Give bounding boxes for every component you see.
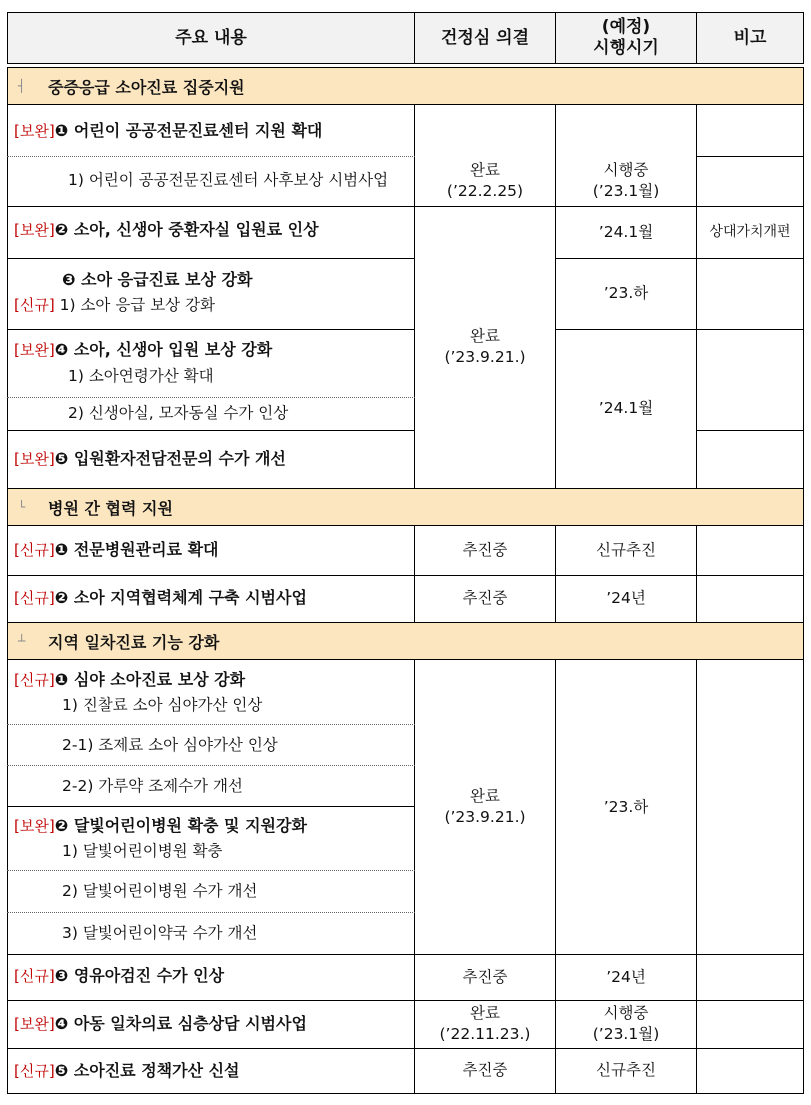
header-schedule-line1: (예정) (601, 17, 651, 37)
committee-cell (414, 206, 556, 488)
item-number: ❷ (54, 588, 69, 607)
item-subtitle: 2) 달빛어린이병원 수가 개선 (62, 882, 258, 900)
item-number: ❷ (54, 220, 69, 239)
row-divider (803, 526, 804, 622)
section-header (7, 67, 804, 105)
section-marker-icon: ┴ (18, 634, 26, 648)
item-tag: [신규] (14, 1062, 55, 1080)
schedule-cell (555, 1000, 697, 1048)
item-number: ❷ (54, 816, 69, 835)
item-title: 심야 소아진료 보상 강화 (73, 670, 246, 689)
header-committee-label: 건정심 의결 (440, 27, 530, 48)
list-item (14, 816, 307, 836)
item-subtitle: 1) 어린이 공공전문진료센터 사후보상 시범사업 (68, 171, 389, 189)
cell-value: 시행중 (603, 1004, 649, 1022)
item-title: 입원환자전담전문의 수가 개선 (73, 449, 286, 468)
row-divider (7, 258, 415, 259)
schedule-cell (555, 575, 697, 622)
list-item (62, 776, 243, 796)
section-header (7, 622, 804, 660)
header-schedule (555, 12, 697, 64)
item-number: ❺ (54, 449, 69, 468)
row-divider (7, 430, 415, 431)
cell-value: 완료 (470, 1004, 500, 1022)
list-item (68, 366, 214, 386)
row-divider (803, 660, 804, 1093)
schedule-cell (555, 1048, 697, 1093)
section-header (7, 488, 804, 526)
item-subtitle: 1) 소아 응급 보상 강화 (59, 296, 216, 314)
committee-cell (414, 156, 556, 206)
item-tag: [보완] (14, 122, 55, 140)
row-divider (7, 870, 415, 871)
cell-value: ’23.하 (603, 284, 649, 302)
cell-value: 추진중 (462, 967, 508, 986)
row-divider (696, 156, 804, 157)
section-marker-icon: ┤ (18, 79, 26, 93)
item-title: 소아, 신생아 입원 보상 강화 (73, 340, 273, 359)
row-divider (7, 806, 415, 807)
item-number: ❶ (54, 121, 69, 140)
schedule-cell (555, 526, 697, 575)
item-title: 소아, 신생아 중환자실 입원료 인상 (73, 220, 319, 239)
list-item (14, 295, 215, 315)
committee-cell (414, 526, 556, 575)
schedule-cell (555, 954, 697, 1000)
note-cell (696, 206, 804, 258)
cell-value: (’23.1월) (592, 1025, 660, 1043)
item-title: 달빛어린이병원 확충 및 지원강화 (73, 816, 307, 835)
section-title: 병원 간 협력 지원 (48, 498, 173, 518)
item-tag: [보완] (14, 221, 55, 239)
cell-value: ’24년 (606, 967, 646, 986)
list-item (68, 403, 288, 423)
committee-cell (414, 1000, 556, 1048)
item-subtitle: 2-2) 가루약 조제수가 개선 (62, 777, 243, 795)
cell-value: 완료 (470, 787, 500, 805)
item-tag: [신규] (14, 541, 55, 559)
cell-value: 완료 (470, 161, 500, 179)
row-divider (7, 765, 415, 766)
list-item (62, 881, 257, 901)
cell-value: (’23.9.21.) (444, 808, 526, 826)
list-item (62, 695, 262, 715)
list-item (14, 121, 322, 141)
list-item (14, 1014, 307, 1034)
cell-value: 시행중 (603, 161, 649, 179)
committee-cell (414, 660, 556, 954)
cell-value: 추진중 (462, 589, 508, 607)
item-title: 전문병원관리료 확대 (73, 540, 219, 559)
schedule-cell (555, 258, 697, 329)
item-number: ❹ (54, 340, 69, 359)
committee-cell (414, 954, 556, 1000)
item-subtitle: 1) 소아연령가산 확대 (68, 367, 214, 385)
item-title: 어린이 공공전문진료센터 지원 확대 (73, 121, 323, 140)
schedule-cell (555, 156, 697, 206)
item-tag: [신규] (14, 671, 55, 689)
item-subtitle: 1) 진찰료 소아 심야가산 인상 (62, 696, 263, 714)
item-title: 소아진료 정책가산 신설 (73, 1061, 240, 1080)
cell-value: 완료 (470, 327, 500, 345)
item-tag: [보완] (14, 817, 55, 835)
list-item (14, 449, 286, 469)
row-divider (7, 329, 415, 330)
cell-value: (’22.2.25) (446, 182, 524, 200)
row-divider (696, 430, 804, 431)
item-subtitle: 2-1) 조제료 소아 심야가산 인상 (62, 736, 278, 754)
item-tag: [신규] (14, 296, 55, 314)
cell-value: 추진중 (462, 1061, 508, 1079)
item-tag: [신규] (14, 967, 55, 985)
item-title: 아동 일차의료 심층상담 시범사업 (73, 1014, 307, 1033)
item-number: ❸ (62, 270, 76, 289)
header-note-label: 비고 (733, 27, 767, 48)
item-number: ❶ (54, 670, 69, 689)
schedule-cell (555, 329, 697, 488)
item-subtitle: 2) 신생아실, 모자동실 수가 인상 (68, 404, 289, 422)
cell-value: (’22.11.23.) (439, 1025, 531, 1043)
list-item (14, 540, 219, 560)
committee-cell (414, 575, 556, 622)
item-number: ❶ (54, 540, 69, 559)
cell-value: ’23.하 (603, 797, 649, 816)
committee-cell (414, 1048, 556, 1093)
table-bottom-border (7, 1093, 804, 1094)
header-committee (414, 12, 556, 64)
cell-value: (’23.9.21.) (444, 348, 526, 366)
item-tag: [보완] (14, 450, 55, 468)
list-item (14, 220, 319, 240)
header-content (7, 12, 415, 64)
item-tag: [신규] (14, 589, 55, 607)
cell-value: 추진중 (462, 541, 508, 559)
item-subtitle: 3) 달빛어린이약국 수가 개선 (62, 924, 258, 942)
item-number: ❸ (54, 966, 69, 985)
row-divider (7, 397, 415, 398)
cell-value: ’24.1월 (598, 399, 654, 417)
schedule-cell (555, 206, 697, 258)
header-schedule-line2: 시행시기 (593, 38, 659, 58)
schedule-cell (555, 660, 697, 954)
row-divider (7, 912, 415, 913)
list-item (62, 270, 252, 290)
list-item (14, 340, 272, 360)
row-divider (7, 526, 8, 622)
header-content-label: 주요 내용 (175, 27, 247, 48)
item-subtitle: 1) 달빛어린이병원 확충 (62, 842, 223, 860)
section-marker-icon: └ (18, 500, 26, 514)
list-item (68, 170, 388, 190)
item-title: 영유아검진 수가 인상 (73, 966, 225, 985)
cell-value: ’24년 (606, 589, 646, 607)
row-divider (7, 724, 415, 725)
item-title: 소아 지역협력체계 구축 시범사업 (73, 588, 307, 607)
list-item (14, 670, 245, 690)
item-tag: [보완] (14, 1015, 55, 1033)
cell-value: ’24.1월 (598, 222, 654, 241)
item-title: 소아 응급진료 보상 강화 (81, 270, 253, 289)
item-number: ❺ (54, 1061, 69, 1080)
cell-value: (’23.1월) (592, 182, 660, 200)
header-note (696, 12, 804, 64)
section-title: 지역 일차진료 기능 강화 (48, 632, 220, 652)
list-item (62, 841, 223, 861)
list-item (62, 923, 257, 943)
list-item (14, 966, 224, 986)
list-item (14, 1061, 240, 1081)
cell-value: 상대가치개편 (709, 223, 791, 240)
list-item (14, 588, 307, 608)
row-divider (7, 156, 415, 157)
cell-value: 신규추진 (596, 1061, 656, 1079)
cell-value: 신규추진 (596, 541, 656, 559)
list-item (62, 735, 278, 755)
section-title: 중증응급 소아진료 집중지원 (48, 77, 245, 97)
item-number: ❹ (54, 1014, 69, 1033)
item-tag: [보완] (14, 341, 55, 359)
